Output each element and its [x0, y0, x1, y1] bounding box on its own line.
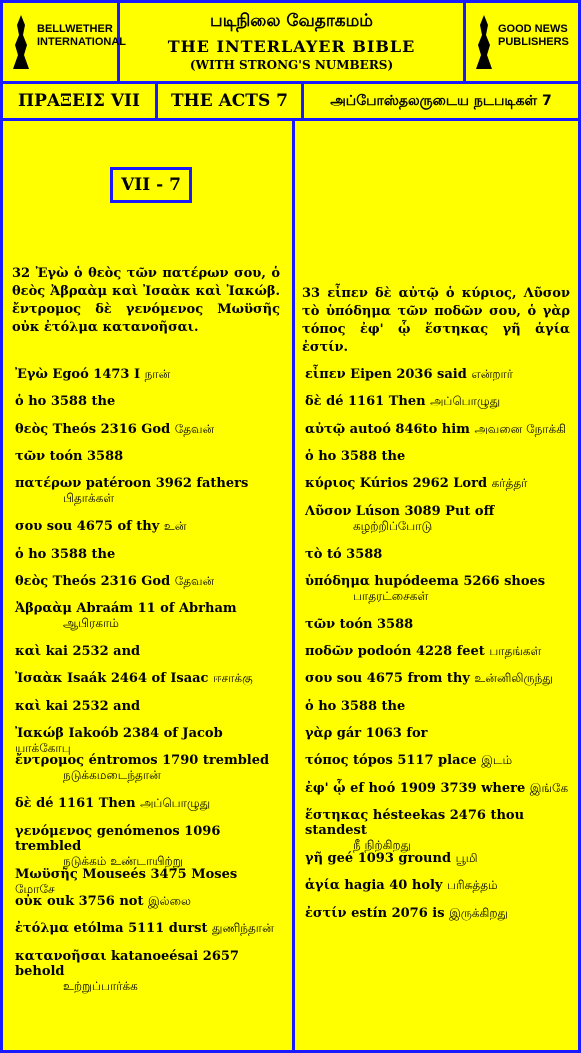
word-entry-main: δὲ dé 1161 Then [305, 394, 426, 410]
bellwether-logo-area [3, 3, 127, 81]
word-entry-tamil: நீ நிற்கிறது [353, 837, 412, 852]
word-entry [305, 753, 571, 769]
word-entry-main: κύριος Kúrios 2962 Lord [305, 476, 488, 492]
good-news-logo-icon [474, 15, 494, 69]
word-entry [15, 699, 281, 714]
title-sub: (WITH STRONG'S NUMBERS) [189, 58, 394, 72]
word-entry-main: κατανοῆσαι katanoeésai 2657 behold [15, 948, 239, 979]
word-entry-main: καὶ kai 2532 and [15, 698, 141, 714]
word-entry-tamil: இருக்கிறது [449, 905, 508, 920]
word-entry [15, 547, 281, 562]
word-entry-tamil: கர்த்தர் [491, 476, 528, 491]
word-entry [305, 394, 571, 410]
word-entry-main: ὁ ho 3588 the [305, 698, 406, 714]
word-entry [305, 367, 571, 383]
word-entry [305, 617, 571, 632]
word-entry-tamil: நடுக்கம் உண்டாயிற்று [63, 853, 183, 868]
word-entry-tamil: உன்னிலிருந்து [474, 671, 553, 686]
word-entry [15, 671, 281, 687]
word-entry-tamil: அப்பொழுது [430, 394, 501, 409]
word-entry [305, 906, 571, 922]
word-entry-main: οὐκ ouk 3756 not [15, 893, 144, 909]
word-entry-tamil: யாக்கோபு [15, 741, 71, 755]
chapter-label: VII - 7 [110, 167, 192, 203]
word-entry [15, 476, 281, 507]
word-entry-tamil: என்றார் [471, 367, 514, 381]
word-entry [15, 601, 281, 632]
word-entry-main: ὁ ho 3588 the [305, 448, 406, 464]
word-entry [305, 422, 571, 438]
word-entry [15, 422, 281, 438]
word-entry-main: γῆ geé 1093 ground [305, 850, 452, 866]
word-entry [305, 878, 571, 894]
word-entry-main: ὑπόδημα hupódeema 5266 shoes [305, 573, 546, 589]
word-entry-main: δὲ dé 1161 Then [15, 796, 136, 812]
word-entry-main: ἐφ' ᾧ ef hoó 1909 3739 where [305, 780, 526, 796]
left-verse-text: 32 Ἐγὼ ὁ θεὸς τῶν πατέρων σου, ὁ θεὸς Ἀβραὰμ καὶ Ἰσαὰκ καὶ Ἰακώβ. ἔντρομος δὲ γενόμενος Μωϋσῆς οὐκ ἐτόλμα κατανοῆσαι. [12, 266, 280, 335]
word-entry-main: θεὸς Theós 2316 God [15, 421, 171, 437]
word-entry-tamil: ஈசாக்கு [213, 671, 253, 686]
word-entry-main: ὁ ho 3588 the [15, 546, 116, 562]
word-entry-tamil: பிதாக்கள் [63, 491, 115, 506]
word-entry-main: ἕστηκας hésteekas 2476 thou standest [305, 807, 525, 838]
word-entry-tamil: ஆபிரகாம் [63, 616, 119, 631]
word-entry-main: τῶν toón 3588 [305, 616, 414, 632]
word-entry-tamil: பாதங்கள் [489, 644, 542, 659]
word-entry [305, 476, 571, 492]
word-entry-tamil: தேவன் [174, 573, 215, 588]
word-entry [15, 644, 281, 659]
bellwether-logo-icon [11, 15, 31, 69]
word-entry [15, 449, 281, 464]
book-title-tamil: அப்போஸ்தலருடைய நடபடிகள் 7 [330, 93, 552, 109]
word-entry [15, 824, 281, 870]
word-entry [305, 699, 571, 714]
word-entry-tamil: நடுக்கமடைந்தான் [63, 768, 161, 783]
word-entry [305, 574, 571, 605]
word-entry-main: ποδῶν podoón 4228 feet [305, 644, 485, 660]
word-entry [305, 547, 571, 562]
word-entry-main: ὁ ho 3588 the [15, 394, 116, 410]
word-entry-main: Μωϋσῆς Mouseés 3475 Moses [15, 866, 238, 882]
word-entry-main: Ἰσαὰκ Isaák 2464 of Isaac [15, 671, 209, 687]
word-entry [15, 796, 281, 812]
word-entry-main: Ἰακώβ Iakoób 2384 of Jacob [15, 726, 223, 741]
word-entry-main: ἔντρομος éntromos 1790 trembled [15, 753, 270, 769]
word-entry [15, 394, 281, 409]
word-entry-main: ἁγία hagia 40 holy [305, 878, 443, 894]
word-entry [305, 644, 571, 660]
column-divider [292, 121, 295, 1053]
word-entry-main: θεὸς Theós 2316 God [15, 573, 171, 589]
word-entry-main: τὸ tó 3588 [305, 546, 383, 562]
word-entry [305, 671, 571, 687]
book-title-english: THE ACTS 7 [158, 84, 304, 118]
word-entry [15, 921, 281, 937]
word-entry-main: Ἐγὼ Egoó 1473 I [15, 367, 141, 382]
word-entry-main: ἐτόλμα etólma 5111 durst [15, 921, 208, 937]
word-entry [305, 851, 571, 867]
word-entry [305, 808, 571, 854]
word-entry-main: Λῦσον Lúson 3089 Put off [305, 503, 495, 519]
word-entry-tamil: உற்றுப்பார்க்க [63, 978, 138, 993]
word-entry [15, 753, 281, 784]
word-entry [15, 367, 281, 383]
word-entry-main: ἐστίν estín 2076 is [305, 905, 445, 921]
word-entry [305, 504, 571, 535]
word-entry-main: αὐτῷ autoó 846to him [305, 421, 470, 437]
word-entry-tamil: தேவன் [174, 421, 215, 436]
word-entry [305, 449, 571, 464]
word-entry [15, 574, 281, 590]
word-entry-main: σου sou 4675 of thy [15, 519, 160, 535]
word-entry-tamil: துணிந்தான் [212, 921, 274, 936]
word-entry-tamil: நான் [144, 367, 171, 381]
title-tamil: படிநிலை வேதாகமம் [210, 11, 373, 31]
word-entry [305, 781, 571, 797]
word-entry [15, 519, 281, 535]
word-entry-main: εἶπεν Eipen 2036 said [305, 367, 467, 382]
word-entry-main: σου sou 4675 from thy [305, 671, 470, 687]
word-entry-tamil: பாதரட்சைகள் [353, 588, 429, 603]
word-entry-main: καὶ kai 2532 and [15, 644, 141, 660]
good-news-logo-area [466, 3, 578, 81]
word-entry [15, 894, 281, 910]
word-entry-tamil: அவனை நோக்கி [474, 421, 567, 436]
divider [3, 118, 578, 121]
word-entry-tamil: உன் [163, 519, 187, 534]
word-entry-tamil: பரிசுத்தம் [447, 878, 498, 893]
right-verse-text: 33 εἶπεν δὲ αὐτῷ ὁ κύριος, Λῦσον τὸ ὑπόδημα τῶν ποδῶν σου, ὁ γὰρ τόπος ἐφ' ᾧ ἕστηκας γῆ ἁγία ἐστίν. [302, 286, 570, 355]
word-entry-main: πατέρων patéroon 3962 fathers [15, 476, 249, 492]
word-entry-main: τῶν toón 3588 [15, 448, 124, 464]
book-title-greek: ΠΡΑΞΕΙΣ VII [3, 84, 158, 118]
word-entry [15, 949, 281, 995]
word-entry-tamil: பூமி [455, 850, 478, 865]
word-entry-tamil: அப்பொழுது [140, 796, 211, 811]
header-title-block [120, 3, 466, 81]
word-entry-main: γὰρ gár 1063 for [305, 726, 428, 741]
word-entry-main: Ἀβραὰμ Abraám 11 of Abrham [15, 601, 237, 617]
good-news-logo-text: GOOD NEWS PUBLISHERS [498, 23, 569, 48]
word-entry-tamil: இங்கே [529, 780, 569, 795]
word-entry-main: τόπος tópos 5117 place [305, 753, 477, 769]
word-entry-tamil: இல்லை [147, 893, 191, 908]
word-entry-tamil: இடம் [481, 753, 513, 768]
word-entry-main: γενόμενος genómenos 1096 trembled [15, 823, 221, 854]
title-main: THE INTERLAYER BIBLE [167, 37, 416, 56]
word-entry-tamil: கழற்றிப்போடு [353, 518, 433, 533]
word-entry [305, 726, 571, 741]
word-entry-tamil: மோசே [15, 881, 55, 896]
bellwether-logo-text: BELLWETHER INTERNATIONAL [37, 23, 127, 48]
